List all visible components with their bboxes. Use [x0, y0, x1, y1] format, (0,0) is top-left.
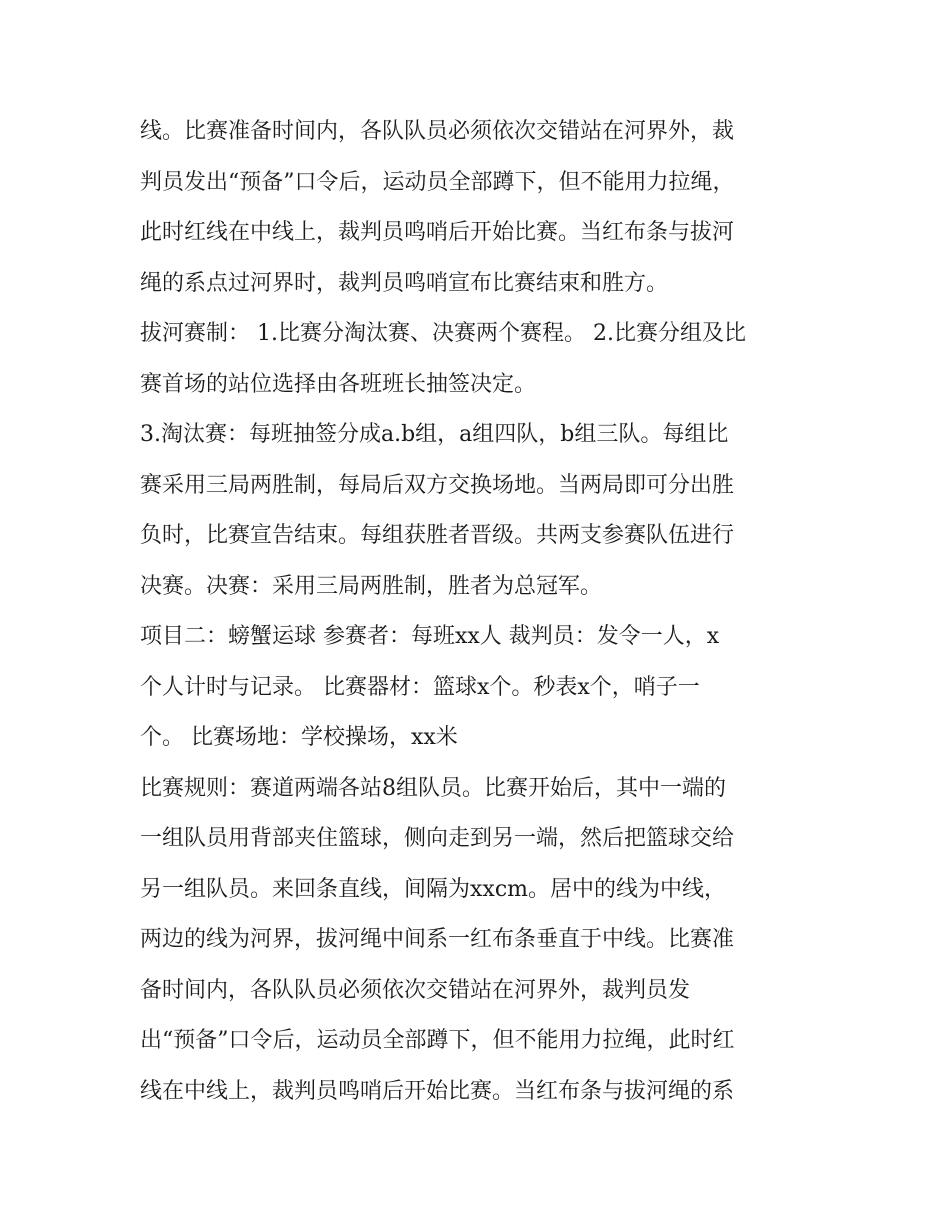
document-body	[140, 107, 820, 1117]
text-line-11: 项目二：螃蟹运球 参赛者：每班xx人 裁判员：发令一人，x	[140, 624, 720, 649]
text-line-3: 此时红线在中线上，裁判员鸣哨后开始比赛。当红布条与拔河	[140, 220, 735, 245]
text-line-20: 线在中线上，裁判员鸣哨后开始比赛。当红布条与拔河绳的系	[140, 1078, 735, 1104]
text-line-17: 两边的线为河界，拔河绳中间系一红布条垂直于中线。比赛准	[140, 927, 735, 952]
text-line-5: 拔河赛制： 1.比赛分淘汰赛、决赛两个赛程。 2.比赛分组及比	[140, 321, 746, 346]
text-line-1: 线。比赛准备时间内，各队队员必须依次交错站在河界外，裁	[140, 119, 735, 144]
text-line-9: 负时，比赛宣告结束。每组获胜者晋级。共两支参赛队伍进行	[140, 523, 735, 548]
text-line-13: 个。 比赛场地：学校操场，xx米	[140, 725, 458, 750]
text-line-8: 赛采用三局两胜制，每局后双方交换场地。当两局即可分出胜	[140, 472, 735, 498]
text-line-4: 绳的系点过河界时，裁判员鸣哨宣布比赛结束和胜方。	[140, 270, 669, 296]
text-line-15: 一组队员用背部夹住篮球，侧向走到另一端，然后把篮球交给	[140, 826, 735, 851]
text-line-6: 赛首场的站位选择由各班班长抽签决定。	[140, 371, 537, 397]
text-line-18: 备时间内，各队队员必须依次交错站在河界外，裁判员发	[140, 977, 691, 1003]
text-line-10: 决赛。决赛：采用三局两胜制，胜者为总冠军。	[140, 573, 603, 599]
text-line-16: 另一组队员。来回条直线，间隔为xxcm。居中的线为中线，	[140, 876, 726, 902]
text-line-7: 3.淘汰赛：每班抽签分成a.b组，a组四队，b组三队。每组比	[140, 422, 729, 447]
text-line-19: 出“预备”口令后，运动员全部蹲下，但不能用力拉绳，此时红	[140, 1028, 735, 1053]
text-line-2: 判员发出“预备”口令后，运动员全部蹲下，但不能用力拉绳，	[140, 169, 735, 195]
text-line-14: 比赛规则：赛道两端各站8组队员。比赛开始后，其中一端的	[140, 775, 726, 801]
text-line-12: 个人计时与记录。 比赛器材：篮球x个。秒表x个，哨子一	[140, 674, 700, 700]
